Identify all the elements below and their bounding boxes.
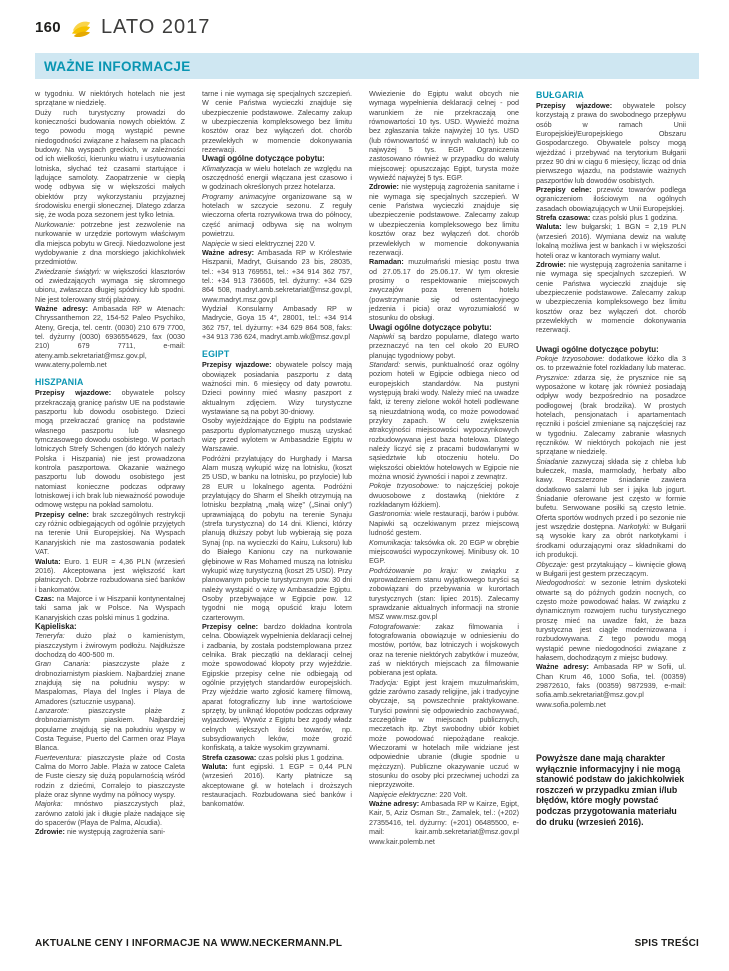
paragraph: Obyczaje: gest przytakujący – kiwnięcie głową w Bułgarii jest gestem przeczącym. (536, 559, 686, 578)
paragraph: Tradycja: Egipt jest krajem muzułmańskim, gdzie zarówno zasady religijne, jak i tradycyjne obyczaje, są powszechnie praktykowane. Turyści powinni się odpowiednio zachowywać, szczególnie w miejscach publicznych, meczetach itp. Zbyt swobodny ubiór kobiet może powodować niepożądane reakcje. Wieczorami w hotelach mile widziane jest odpowiednie ubranie (długie spodnie u mężczyzn). Publiczne okazywanie uczuć w stosunku do osoby płci przeciwnej uchodzi za nieprzyzwoite. (369, 677, 519, 790)
country-heading: BUŁGARIA (536, 90, 585, 100)
paragraph: w tygodniu. W niektórych hotelach nie jest sprzątane w niedzielę. (35, 89, 185, 108)
country-heading: EGIPT (202, 349, 230, 360)
text-column-2 (202, 89, 352, 925)
paragraph: Przepisy wjazdowe: obywatele polscy mają obowiązek posiadania paszportu z datą ważności min. 6 miesięcy od daty powrotu. Dzieci powinny mieć własny paszport z aktualnym zdjęciem. Wizy turystyczne wystawiane są na pobyt 30-dniowy. (202, 360, 352, 416)
paragraph: Ważne adresy: Ambasada RP w Sofii, ul. Chan Krum 46, 1000 Sofia, tel. (00359) 29872610, faks (00359) 9872939, e-mail: sofia.amb.sekretariat@msz.gov.pl www.sofia.polemb.net (536, 662, 686, 709)
paragraph: Osoby wyjeżdżające do Egiptu na podstawie paszportu dyplomatycznego muszą uzyskać wizę przed wylotem w Ambasadzie Egiptu w Warszawie. (202, 416, 352, 454)
content-columns (35, 89, 699, 925)
footer-toc-link[interactable]: SPIS TREŚCI (634, 938, 699, 949)
sun-logo-icon (70, 18, 92, 38)
paragraph: Czas: na Majorce i w Hiszpanii kontynentalnej taki sama jak w Polsce. Na Wyspach Kanaryjskich czas polski minus 1 godzina. (35, 593, 185, 622)
page-number: 160 (35, 19, 61, 36)
paragraph: Klimatyzacja w wielu hotelach ze względu na oszczędność energii włączana jest czasowo i w godzinach określonych przez hotelarza. (202, 163, 352, 192)
page-footer (35, 938, 699, 949)
paragraph: Ważne adresy: Ambasada RP w Królestwie Hiszpanii, Madryt, Guisando 23 bis, 28035, tel.: +34 913 769551, tel.: +34 914 362 757, tel.: +34 913 736605, tel. dyżurny: +34 629 864 508, madryt.amb.sekretariat@msz.gov.pl, www.madryt.msz.gov.pl (202, 247, 352, 304)
paragraph: Ramadan: muzułmański miesiąc postu trwa od 27.05.17 do 25.06.17. W tym okresie prosimy o respektowanie miejscowych zwyczajów poza terenem hotelu (powstrzymanie się od ostentacyjnego jedzenia i picia) oraz wyrozumiałość w stosunku do obsługi. (369, 257, 519, 323)
paragraph: tarne i nie wymaga się specjalnych szczepień. W cenie Państwa wycieczki znajduje się ubezpieczenie podstawowe. Zalecamy zakup w ubezpieczenia kompleksowego bez limitu kosztów oraz bez wyłączeń dot. chorób przewlekłych w momencie dokonywania rezerwacji. (202, 89, 352, 155)
paragraph: Gran Canaria: piaszczyste plaże z drobnoziarnistym piaskiem. Najbardziej znane znajdują się na południu wyspy: w Maspalomas, Playa del Ingles i Playa de Amadores (sztucznie usypana). (35, 659, 185, 706)
paragraph: Zwiedzanie świątyń: w większości klasztorów od zwiedzających wymaga się skromnego ubioru, zwłaszcza długiej spódnicy lub spodni. Nie jest tolerowany strój plażowy. (35, 266, 185, 304)
paragraph: Ważne adresy: Ambasada RP w Atenach: Chryssanthemon 22, 154-52 Paleo Psychiko, Ateny, Grecja, tel. centr. (0030) 210 679 7700, tel. dyżurny (0030) 6936554629, fax (0030 210) 679 7711, e-mail: ateny.amb.sekretariat@msz.gov.pl, www.ateny.polemb.net (35, 303, 185, 369)
paragraph: Zdrowie: nie występują zagrożenia sani- (35, 827, 166, 837)
paragraph: Waluta: funt egipski. 1 EGP = 0,44 PLN (wrzesień 2016). Karty płatnicze są akceptowane gł. w hotelach i droższych restauracjach. Rozbudowana sieć banków i bankomatów. (202, 762, 352, 809)
page-header (35, 16, 210, 39)
paragraph: Niedogodności: w sezonie letnim dyskoteki otwarte są do późnych godzin nocnych, co często może powodować hałas. W związku z dynamicznym rozwojem ruchu turystycznego proszę mieć na uwadze fakt, że baza turystyczna jest ciągle modernizowana i rozbudowywana. Z tego powodu mogą wystąpić pewne niedogodności związane z hałasem, dochodzącym z miejsc budowy. (536, 578, 686, 662)
paragraph: Przepisy celne: bardzo dokładna kontrola celna. Obowiązek wypełnienia deklaracji celnej i zadbania, by została podstemplowana przez celnika. Brak pieczątki na deklaracji celnej może spowodować kłopoty przy wyjeździe. Egipskie przepisy celne nie odbiegają od ogólnie przyjętych standardów europejskich. Przy wjeździe warto zgłosić kamerę filmową, aparat fotograficzny lub inne wartościowe sprzęty, by uniknąć kłopotów podczas odprawy wyjazdowej. Wywóz z Egiptu bez zgody władz celnych większych ilości towarów, np. subsydiowanych leków, może grozić konfiskatą, a także wysokim grzywnami. (202, 621, 352, 753)
paragraph: Duży ruch turystyczny prowadzi do konieczności budowania nowych obiektów. Z tego powodu mogą wystąpić pewne niedogodności związane z hałasem na placach budowy. Na wyspach greckich, w zależności od ich wielkości, kierunku wiatru i usytuowania lotniska, słychać też czasami startujące i lądujące samoloty. Zaopatrzenie w ciepłą wodę odbywa się w większości małych obiektów przy wykorzystaniu przyjaznej środowisku energii słonecznej. Dlatego zdarza się, że woda poza sezonem jest tylko letnia. (35, 107, 185, 220)
paragraph: Strefa czasowa: czas polski plus 1 godzina. (202, 752, 344, 762)
paragraph: Przepisy wjazdowe: obywatele polscy przekraczają granicę państw UE na podstawie paszportu lub dowodu osobistego. Dzieci mogą przekraczać granicę na podstawie własnego paszportu lub własnego tymczasowego dowodu osobistego. W portach lotniczych Strefy Schengen (do których należy Polska i Hiszpania) nie jest prowadzona kontrola paszportowa. Okazanie ważnego paszportu lub dowodu osobistego jest natomiast konieczne podczas odprawy lotniskowej i ich brak lub nieważność powoduje odmowę wstępu na pokład samolotu. (35, 388, 185, 510)
text-column-1 (35, 89, 185, 925)
text-column-3 (369, 89, 519, 925)
paragraph: Napiwki są bardzo popularne, dlatego warto przeznaczyć na ten cel około 20 EURO planując tygodniowy pobyt. (369, 331, 519, 360)
paragraph: Prysznice: zdarza się, że prysznice nie są wyposażone w kotarę jak również posiadają odpływ wody bezpośrednio na posadzce podłogowej (brak brodzika). W prostych hotelach, pensjonatach i apartamentach ręczniki i pościel zmieniane są najczęściej raz w tygodniu. Zalecamy zabranie własnych ręczników. W niektórych pokojach nie jest sprzątane w niedzielę. (536, 372, 686, 457)
paragraph: Przepisy wjazdowe: obywatele polscy korzystają z prawa do swobodnego przepływu osób w ramach Unii Europejskiej/Europejskiego Obszaru Gospodarczego. Obywatele polscy mogą wjeżdżać i przebywać na terytorium Bułgarii przez 90 dni w ciągu 6 miesięcy, licząc od dnia pierwszego wjazdu, na podstawie ważnych paszportów lub dowodów osobistych. (536, 101, 686, 185)
paragraph: Napięcie elektryczne: 220 Volt. (369, 789, 468, 799)
paragraph: Gastronomia: wiele restauracji, barów i pubów. Napiwki są oczekiwanym przez miejscową ludność gestem. (369, 509, 519, 538)
paragraph: Pokoje trzyosobowe: dodatkowe łóżko dla 3 os. to przeważnie fotel rozkładany lub materac. (536, 353, 686, 373)
footer-info-url: AKTUALNE CENY I INFORMACJE NA WWW.NECKERMANN.PL (35, 938, 343, 949)
paragraph: Przepisy celne: przewóz towarów podlega ograniczeniom ilościowym na ogólnych zasadach obowiązujących w Unii Europejskiej. (536, 185, 686, 213)
country-heading: HISZPANIA (35, 377, 84, 388)
paragraph: Podróżni przylatujący do Hurghady i Marsa Alam muszą wykupić wizę na lotnisku, (koszt 25 USD, w banku na lotnisku, po przylocie) lub 28 EUR u lokalnego agenta. Podróżni przylatujący do Sharm el Sheikh otrzymują na lotnisku bezpłatną „małą wizę” („Sinai only”) uprawniającą do pobytu na terenie Synaju (strefa turystyczna) do 14 dni. Klienci, którzy planują dłuższy pobyt lub wybierają się poza Synaj (np. na wycieczki do Kairu, Luksoru) lub do Białego Kanionu czy na nurkowanie głębinowe w Ras Mohamed muszą na lotnisku wykupić wizę turystyczną (koszt 25 USD). Przy planowanym pobycie turystycznym pow. 30 dni należy wystąpić o wizę w Ambasadzie Egiptu. Osoby przebywające w Egipcie pow. 12 tygodni nie mogą opuścić kraju lotem czarterowym. (202, 453, 352, 622)
paragraph: Wwiezienie do Egiptu walut obcych nie wymaga wypełnienia deklaracji celnej - pod warunkiem że nie przekraczają one równowartości 10 tys. USD. Wywieźć można bez zgłaszania także najwyżej 10 tys. USD (lub równowartość w innych walutach) lub co najwyżej 5 tys. EGP. Ograniczenia zastosowano również w przypadku do waluty miejscowej: opuszczając Egipt, turysta może wywieźć najwyżej 5 tys. EGP. (369, 89, 519, 183)
text-column-4 (536, 89, 686, 925)
section-subheading: Kąpieliska: (35, 621, 77, 631)
paragraph: Ważne adresy: Ambasada RP w Kairze, Egipt, Kair, 5, Aziz Osman Str., Zamalek, tel.: (+202) 27355416, tel. dyżurny: (+201) 06485500, e-mail: kair.amb.sekretariat@msz.gov.pl www.kair.polemb.net (369, 799, 519, 846)
paragraph: Fuerteventura: piaszczyste plaże od Costa Calma do Morro Jable. Plaża w zatoce Caleta de Fuste cieszy się dużą popularnością wśród rodzin z dziećmi, Corralejo to piaszczyste plaże oraz słynne wydmy na północy wyspy. (35, 752, 185, 800)
section-subheading: Uwagi ogólne dotyczące pobytu: (202, 154, 325, 164)
paragraph: Waluta: Euro. 1 EUR = 4,36 PLN (wrzesień 2016). Akceptowana jest większość kart płatniczych. Dobrze rozbudowana sieć banków i bankomatów. (35, 556, 185, 594)
paragraph: Wydział Konsularny Ambasady RP w Madrycie, Goya 15 4°, 28001, tel.: +34 914 362 757, tel. dyżurny: +34 629 864 508, faks: +34 913 736 624, madryt.amb.wk@msz.gov.pl (202, 303, 352, 341)
section-subheading: Uwagi ogólne dotyczące pobytu: (369, 322, 492, 332)
paragraph: Napięcie w sieci elektrycznej 220 V. (202, 238, 316, 248)
paragraph: Zdrowie: nie występują zagrożenia sanitarne i nie wymaga się specjalnych szczepień. W cenie Państwa wycieczki znajduje się ubezpieczenie podstawowe. Zalecamy zakup w ubezpieczenia kompleksowego bez limitu kosztów oraz bez wyłączeń dot. chorób przewlekłych w momencie dokonywania rezerwacji. (536, 259, 686, 335)
paragraph: Śniadanie zazwyczaj składa się z chleba lub bułeczek, masła, marmolady, herbaty albo kawy. Rozszerzone śniadanie zawiera dodatkowo salami lub ser i jajka lub jogurt. Śniadanie oferowane jest często w formie bufetu. Serwowane posiłki są często letnie. Oferta sportów wodnych przed i po sezonie nie jest wszędzie dostępna. Narkotyki: w Bułgarii są wysokie kary za obrót narkotykami i środkami odurzającymi oraz składnikami do ich produkcji. (536, 456, 687, 560)
paragraph: Komunikacja: taksówka ok. 20 EGP w obrębie miejscowości wypoczynkowej. Minibusy ok. 10 EGP. (369, 537, 519, 566)
paragraph: Majorka: mnóstwo piaszczystych plaż, zarówno zatoki jak i długie plaże nadające się do spacerów (Playa de Palma, Alcudia). (35, 799, 185, 828)
paragraph: Zdrowie: nie występują zagrożenia sanitarne i nie wymaga się specjalnych szczepień. W cenie Państwa wycieczki znajduje się ubezpieczenie podstawowe. Zalecamy zakup w ubezpieczenia kompleksowego bez limitu kosztów oraz bez wyłączeń dot. chorób przewlekłych w momencie dokonywania rezerwacji. (369, 182, 519, 257)
paragraph: Teneryfa: dużo plaż o kamienistym, piaszczystym i żwirowym podłożu. Najdłuższe dochodzą do 400-500 m. (35, 631, 185, 659)
season-title: LATO 2017 (100, 16, 211, 38)
paragraph: Przepisy celne: brak szczególnych restrykcji czy różnic odbiegających od ogólnie przyjętych na terenie Unii Europejskiej. Na Wyspach Kanaryjskich nie ma zastosowania podatek VAT. (35, 509, 185, 557)
section-subheading: Uwagi ogólne dotyczące pobytu: (536, 344, 659, 354)
paragraph: Standard: serwis, punktualność oraz ogólny poziom hoteli w Egipcie odbiega nieco od europejskich standardów. Na pustyni występują braki wody. Należy mieć na uwadze fakt, iż tereny zielone wokół hoteli podlewane są nieuzdatnioną wodą, co może powodować przykry zapach. W celu zwiększenia atrakcyjności miejscowości wypoczynkowych rozbudowywana jest baza hotelowa. Dlatego należy liczyć się z pracami budowlanymi w sąsiedztwie lub otoczeniu hotelu. Do większości obiektów hotelowych w Egipcie nie można wnosić żywności i napoi z zewnątrz. (369, 359, 519, 482)
section-banner-title: WAŻNE INFORMACJE (44, 58, 191, 74)
paragraph: Nurkowanie: potrzebne jest zezwolenie na nurkowanie w urzędzie portowym właściwym dla miejsca pobytu w Grecji. Niedozwolone jest wydobywanie z dna morskiego jakichkolwiek przedmiotów. (35, 219, 185, 267)
disclaimer-note: Powyższe dane mają charakter wyłącznie informacyjny i nie mogą stanowić podstaw do jakichkolwiek roszczeń w przypadku zmian i/lub błędów, które mogły powstać podczas przygotowania materiału do druku (wrzesień 2016). (536, 753, 685, 827)
paragraph: Pokoje trzyosobowe: to najczęściej pokoje dwuosobowe z dostawką (niektóre z rozkładanym łóżkiem). (369, 481, 519, 510)
paragraph: Podróżowanie po kraju: w związku z wprowadzeniem stanu wyjątkowego turyści są zobowiązani do przebywania w kurortach turystycznych (stan: lipiec 2015). Zalecamy sprawdzanie aktualnych informacji na stronie MSZ www.msz.gov.pl (369, 565, 519, 622)
paragraph: Lanzarote: piaszczyste plaże z drobnoziarnistym piaskiem. Najbardziej popularne znajdują się na południu wyspy w Costa Teguise, Puerto del Carmen oraz Playa Blanca. (35, 706, 185, 753)
paragraph: Waluta: lew bułgarski; 1 BGN = 2,19 PLN (wrzesień 2016). Wymiana dewiz na walutę lokalną możliwa jest w bankach i w większości hoteli oraz w kantorach wymiany walut. (536, 222, 686, 260)
section-banner (35, 53, 699, 79)
paragraph: Fotografowanie: zakaz filmowania i fotografowania obowiązuje w odniesieniu do mostów, portów, baz lotniczych i wojskowych oraz na terenie niektórych zabytków i muzeów, zaś w niektórych miejscach za filmowanie pobierana jest opłata. (369, 621, 519, 678)
paragraph: Programy animacyjne organizowane są w hotelach w szczycie sezonu. Z reguły wieczorna oferta rozrywkowa trwa do północy, część animacji odbywa się na wolnym powietrzu. (202, 191, 352, 239)
paragraph: Strefa czasowa: czas polski plus 1 godzina. (536, 213, 678, 223)
